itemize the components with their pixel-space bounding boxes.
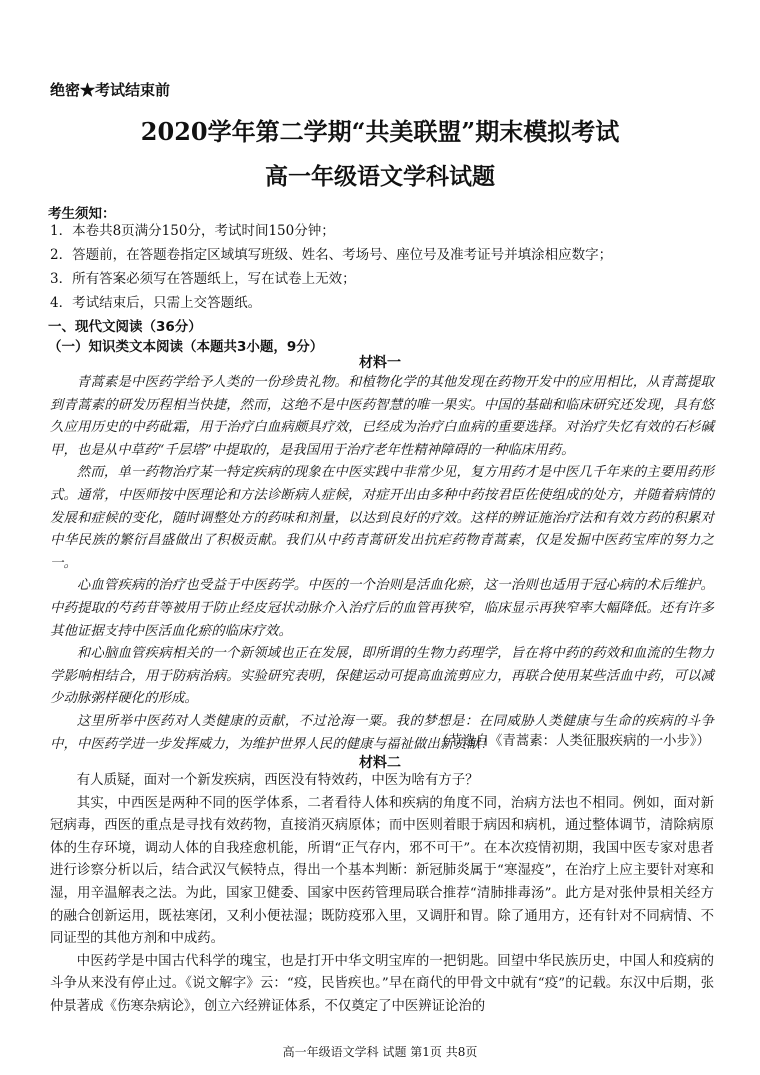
page-footer: 高一年级语文学科 试题 第1页 共8页 (282, 1045, 478, 1059)
notice-heading: 考生须知： (48, 206, 116, 222)
notice-item: 3．所有答案必须写在答题纸上，写在试卷上无效； (50, 271, 356, 287)
paragraph: 其实，中西医是两种不同的医学体系，二者看待人体和疾病的角度不同，治病方法也不相同。例如，面对新冠病毒，西医的重点是寻找有效药物，直接消灭病原体；而中医则着眼于病因和病机，通过整体调节，清除病原体的生存环境，调动人体的自我痊愈机能，所谓“正气存内，邪不可干”。在本次疫情初期，我国中医专家对患者进行诊察分析以后，结合武汉气候特点，得出一个基本判断：新冠肺炎属于“寒湿疫”，在治疗上应主要针对寒和湿，用辛温解表之法。为此，国家卫健委、国家中医药管理局联合推荐“清肺排毒汤”。此方是对张仲景相关经方的融合创新运用，既祛寒闭，又利小便祛湿；既防疫邪入里，又调肝和胃。除了通用方，还有针对不同病情、不同证型的其他方剂和中成药。 (50, 795, 714, 947)
paragraph: 中医药学是中国古代科学的瑰宝，也是打开中华文明宝库的一把钥匙。回望中华民族历史，中国人和疫病的斗争从来没有停止过。《说文解字》云：“疫，民皆疾也。”早在商代的甲骨文中就有“疫”的记载。东汉中后期，张仲景著成《伤寒杂病论》，创立六经辨证体系，不仅奠定了中医辨证论治的 (50, 953, 714, 1014)
paragraph: 这里所举中医药对人类健康的贡献，不过沧海一粟。我的梦想是：在同威胁人类健康与生命的疾病的斗争中，中医药学进一步发挥威力，为维护世界人民的健康与福祉做出新贡献！ (50, 713, 714, 752)
material2-text (50, 770, 714, 1019)
paragraph: 然而，单一药物治疗某一特定疾病的现象在中医实践中非常少见，复方用药才是中医几千年来的主要用药形式。通常，中医师按中医理论和方法诊断病人症候，对症开出由多种中药按君臣佐使组成的处方，并随着病情的发展和症候的变化，随时调整处方的药味和剂量，以达到良好的疗效。这样的辨证施治疗法和有效方药的积累对中华民族的繁衍昌盛做出了积极贡献。我们从中药青蒿研发出抗疟药物青蒿素，仅是发掘中医药宝库的努力之一。 (50, 465, 714, 571)
paragraph: 有人质疑，面对一个新发疾病，西医没有特效药，中医为啥有方子？ (76, 773, 479, 788)
paragraph: 和心脑血管疾病相关的一个新领域也正在发展，即所谓的生物力药理学，旨在将中药的药效和血流的生物力学影响相结合，用于防病治病。实验研究表明，保健运动可提高血流剪应力，再联合使用某些活血中药，可以减少动脉粥样硬化的形成。 (50, 646, 714, 707)
paragraph: 心血管疾病的治疗也受益于中医药学。中医的一个治则是活血化瘀，这一治则也适用于冠心病的术后维护。中药提取的芍药苷等被用于防止经皮冠状动脉介入治疗后的血管再狭窄，临床显示再狭窄率大幅降低。还有许多其他证据支持中医活血化瘀的临床疗效。 (50, 578, 714, 639)
subsection-heading: （一）知识类文本阅读（本题共3小题，9分） (48, 339, 324, 355)
material1-heading: 材料一 (359, 355, 401, 371)
paragraph: 青蒿素是中医药学给予人类的一份珍贵礼物。和植物化学的其他发现在药物开发中的应用相比，从青蒿提取到青蒿素的研发历程相当快捷，然而，这绝不是中医药智慧的唯一果实。中国的基础和临床研究还发现，具有悠久应用历史的中药砒霜，用于治疗白血病颇具疗效，已经成为治疗白血病的重要选择。对治疗失忆有效的石杉碱甲，也是从中草药“千层塔”中提取的，是我国用于治疗老年性精神障碍的一种临床用药。 (50, 375, 714, 458)
notice-item: 1．本卷共8页满分150分，考试时间150分钟； (50, 223, 335, 239)
material2-heading: 材料二 (359, 755, 401, 771)
confidential-label: 绝密★考试结束前 (50, 81, 171, 99)
notice-item: 2．答题前，在答题卷指定区域填写班级、姓名、考场号、座位号及准考证号并填涂相应数字； (50, 247, 613, 263)
section-heading: 一、现代文阅读（36分） (48, 319, 202, 335)
exam-subtitle: 高一年级语文学科试题 (265, 163, 495, 190)
exam-title: 2020学年第二学期“共美联盟”期末模拟考试 (140, 117, 620, 146)
material1-source: （节选自《青蒿素：人类征服疾病的一小步》） (435, 734, 710, 749)
material1-text (50, 372, 714, 756)
notice-item: 4．考试结束后，只需上交答题纸。 (50, 295, 262, 311)
